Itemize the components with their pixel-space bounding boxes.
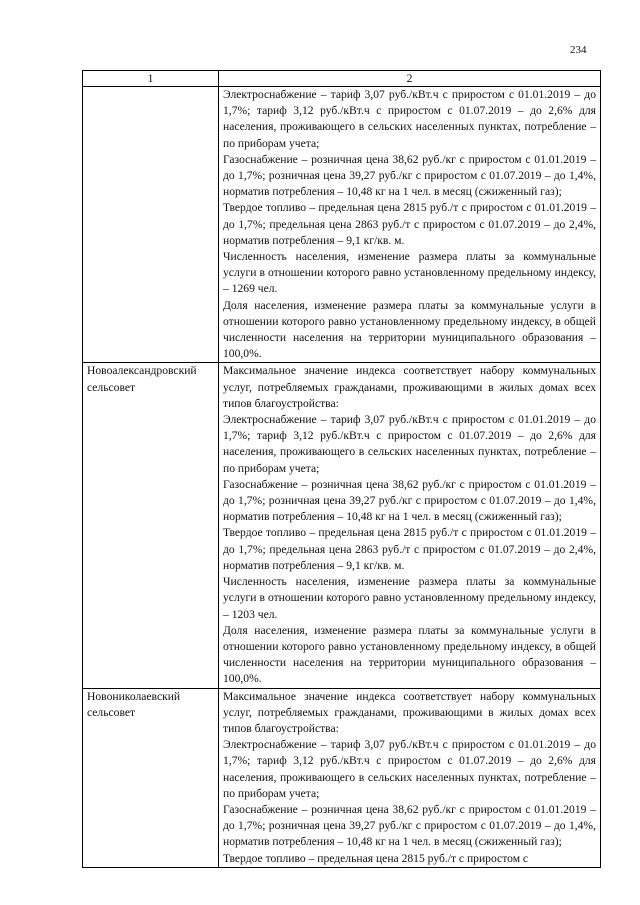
table-row: [83, 363, 601, 688]
paragraph: Электроснабжение – тариф 3,07 руб./кВт.ч с приростом с 01.01.2019 – до 1,7%; тариф 3,12 руб./кВт.ч с приростом с 01.07.2019 – до 2,6% для населения, проживающего в сельских населенных пунктах, потребление – по приборам учета;: [223, 738, 596, 800]
header-col-2: 2: [219, 71, 601, 87]
page-number: 234: [570, 44, 587, 56]
paragraph: Численность населения, изменение размера платы за коммунальные услуги в отношении которого равно установленному предельному индексу, – 1269 чел.: [223, 250, 596, 296]
paragraph: Доля населения, изменение размера платы за коммунальные услуги в отношении которого равно установленному предельному индексу, в общей численности населения на территории муниципального образования – 100,0%.: [223, 298, 596, 361]
header-row: [83, 71, 601, 87]
municipality-name: Новоалександровский сельсовет: [83, 363, 219, 688]
header-col-1: 1: [83, 71, 219, 87]
municipality-name: Новониколаевский сельсовет: [83, 688, 219, 867]
municipality-name: [83, 87, 219, 363]
paragraph: Газоснабжение – розничная цена 38,62 руб./кг с приростом с 01.01.2019 – до 1,7%; розничная цена 39,27 руб./кг с приростом с 01.07.2019 – до 1,4%, норматив потребления – 10,48 кг на 1 чел. в месяц (сжиженный газ);: [223, 802, 596, 849]
paragraph: Газоснабжение – розничная цена 38,62 руб./кг с приростом с 01.01.2019 – до 1,7%; розничная цена 39,27 руб./кг с приростом с 01.07.2019 – до 1,4%, норматив потребления – 10,48 кг на 1 чел. в месяц (сжиженный газ);: [223, 152, 596, 199]
description-cell: [219, 87, 601, 363]
table-row: [83, 87, 601, 363]
paragraph: Численность населения, изменение размера платы за коммунальные услуги в отношении которого равно установленному предельному индексу, – 1203 чел.: [223, 575, 596, 621]
paragraph: Электроснабжение – тариф 3,07 руб./кВт.ч с приростом с 01.01.2019 – до 1,7%; тариф 3,12 руб./кВт.ч с приростом с 01.07.2019 – до 2,6% для населения, проживающего в сельских населенных пунктах, потребление – по приборам учета;: [223, 88, 596, 150]
paragraph: Твердое топливо – предельная цена 2815 руб./т с приростом с 01.01.2019 – до 1,7%; предельная цена 2863 руб./т с приростом с 01.07.2019 – до 2,4%, норматив потребления – 9,1 кг/кв. м.: [223, 201, 596, 247]
description-cell: [219, 688, 601, 867]
table-row: [83, 688, 601, 867]
index-table: [82, 70, 601, 868]
paragraph: Доля населения, изменение размера платы за коммунальные услуги в отношении которого равно установленному предельному индексу, в общей численности населения на территории муниципального образования – 100,0%.: [223, 623, 596, 686]
description-cell: [219, 363, 601, 688]
paragraph: Твердое топливо – предельная цена 2815 руб./т с приростом с: [223, 851, 529, 865]
paragraph: Газоснабжение – розничная цена 38,62 руб./кг с приростом с 01.01.2019 – до 1,7%; розничная цена 39,27 руб./кг с приростом с 01.07.2019 – до 1,4%, норматив потребления – 10,48 кг на 1 чел. в месяц (сжиженный газ);: [223, 477, 596, 524]
paragraph: Максимальное значение индекса соответствует набору коммунальных услуг, потребляемых гражданами, проживающими в жилых домах всех типов благоустройства:: [223, 689, 596, 735]
paragraph: Максимальное значение индекса соответствует набору коммунальных услуг, потребляемых гражданами, проживающими в жилых домах всех типов благоустройства:: [223, 364, 596, 410]
paragraph: Электроснабжение – тариф 3,07 руб./кВт.ч с приростом с 01.01.2019 – до 1,7%; тариф 3,12 руб./кВт.ч с приростом с 01.07.2019 – до 2,6% для населения, проживающего в сельских населенных пунктах, потребление – по приборам учета;: [223, 413, 596, 475]
paragraph: Твердое топливо – предельная цена 2815 руб./т с приростом с 01.01.2019 – до 1,7%; предельная цена 2863 руб./т с приростом с 01.07.2019 – до 2,4%, норматив потребления – 9,1 кг/кв. м.: [223, 526, 596, 572]
